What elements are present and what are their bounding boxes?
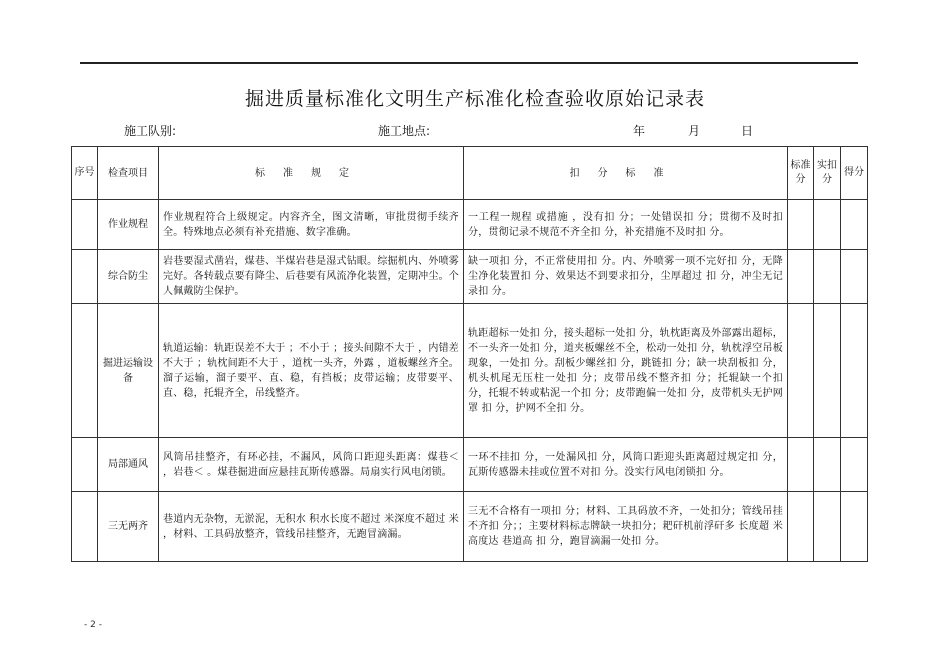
row-deduction: 缺一项扣 分，不正常使用扣 分。内、外喷雾一项不完好扣 分，无降尘净化装置扣 分、效果达不到要求扣分，尘厚超过 扣 分，冲尘无记录扣 分。 xyxy=(464,250,788,304)
table-row xyxy=(72,200,868,250)
row-score[interactable] xyxy=(841,200,868,250)
row-standard: 轨道运输：轨距误差不大于 ；不小于 ；接头间隙不大于 ，内错差不大于 ；轨枕间距不大于 ，道枕一头齐，外露 ，道板螺丝齐全。溜子运输，溜子要平、直、稳，有挡板；皮带运输；皮带要平、直、稳，托辊齐全，吊线整齐。 xyxy=(159,304,464,438)
row-actual-deduction[interactable] xyxy=(814,304,841,438)
team-label: 施工队别: xyxy=(124,124,177,138)
header-standard xyxy=(159,147,464,200)
header-deduction-label: 扣分标准 xyxy=(569,167,682,179)
row-score[interactable] xyxy=(841,438,868,492)
top-rule xyxy=(80,62,858,64)
row-actual-deduction[interactable] xyxy=(814,200,841,250)
row-score[interactable] xyxy=(841,304,868,438)
table-row xyxy=(72,492,868,562)
row-item: 三无两齐 xyxy=(98,492,159,562)
month-label: 月 xyxy=(688,124,701,138)
row-item: 综合防尘 xyxy=(98,250,159,304)
row-deduction: 轨距超标一处扣 分，接头超标一处扣 分，轨枕距离及外部露出超标，不一头齐一处扣 分，道夹板螺丝不全，松动一处扣 分，轨枕浮空吊板现象，一处扣 分。刮板少螺丝扣 分，跳链扣 分；缺一块刮板扣 分，机头机尾无压柱一处扣 分；皮带吊线不整齐扣 分；托辊缺一个扣 分，托辊不转或粘泥一个扣 分；皮带跑偏一处扣 分，皮带机头无护网 罩 扣 分，护网不全扣 分。 xyxy=(464,304,788,438)
row-std-score[interactable] xyxy=(788,250,814,304)
year-label: 年 xyxy=(633,124,646,138)
row-deduction: 一环不挂扣 分，一处漏风扣 分，风筒口距迎头距离超过规定扣 分，瓦斯传感器未挂或位置不对扣 分。没实行风电闭锁扣 分。 xyxy=(464,438,788,492)
row-deduction: 一工程一规程 或措施 ，没有扣 分；一处错误扣 分；贯彻不及时扣 分，贯彻记录不规范不齐全扣 分，补充措施不及时扣 分。 xyxy=(464,200,788,250)
row-score[interactable] xyxy=(841,492,868,562)
table-row xyxy=(72,438,868,492)
header-score: 得分 xyxy=(841,147,868,200)
row-std-score[interactable] xyxy=(788,492,814,562)
row-actual-deduction[interactable] xyxy=(814,250,841,304)
header-seq: 序号 xyxy=(72,147,98,200)
row-score[interactable] xyxy=(841,250,868,304)
row-seq xyxy=(72,304,98,438)
row-standard: 巷道内无杂物，无淤泥，无积水 积水长度不超过 米深度不超过 米 ，材料、工具码放整齐，管线吊挂整齐，无跑冒滴漏。 xyxy=(159,492,464,562)
site-label: 施工地点: xyxy=(378,124,431,138)
row-std-score[interactable] xyxy=(788,438,814,492)
header-deduction xyxy=(464,147,788,200)
row-standard: 作业规程符合上级规定。内容齐全，图文清晰，审批贯彻手续齐全。特殊地点必须有补充措施、数字准确。 xyxy=(159,200,464,250)
row-std-score[interactable] xyxy=(788,200,814,250)
row-seq xyxy=(72,492,98,562)
record-table xyxy=(71,146,868,562)
day-label: 日 xyxy=(741,124,754,138)
row-actual-deduction[interactable] xyxy=(814,492,841,562)
row-standard: 风筒吊挂整齐，有环必挂，不漏风，风筒口距迎头距离：煤巷＜ ，岩巷＜ 。煤巷掘进面应悬挂瓦斯传感器。局扇实行风电闭锁。 xyxy=(159,438,464,492)
row-item: 局部通风 xyxy=(98,438,159,492)
header-actual-deduction: 实扣分 xyxy=(814,147,841,200)
row-seq xyxy=(72,438,98,492)
header-row xyxy=(72,147,868,200)
row-std-score[interactable] xyxy=(788,304,814,438)
row-item: 掘进运输设备 xyxy=(98,304,159,438)
header-standard-label: 标准规定 xyxy=(255,167,367,179)
row-standard: 岩巷要湿式凿岩，煤巷、半煤岩巷是湿式钻眼。综掘机内、外喷雾完好。各转载点要有降尘、后巷要有风流净化装置，定期冲尘。个人佩戴防尘保护。 xyxy=(159,250,464,304)
table-row xyxy=(72,304,868,438)
header-std-score: 标准分 xyxy=(788,147,814,200)
row-seq xyxy=(72,200,98,250)
row-seq xyxy=(72,250,98,304)
row-actual-deduction[interactable] xyxy=(814,438,841,492)
table-row xyxy=(72,250,868,304)
row-deduction: 三无不合格有一项扣 分；材料、工具码放不齐，一处扣分；管线吊挂不齐扣 分；；主要材料标志牌缺一块扣分；耙矸机前浮矸多 长度超 米高度达 巷道高 扣 分，跑冒滴漏一处扣 分。 xyxy=(464,492,788,562)
page-number: - 2 - xyxy=(84,620,102,630)
page-title: 掘进质量标准化文明生产标准化检查验收原始记录表 xyxy=(244,88,705,110)
row-item: 作业规程 xyxy=(98,200,159,250)
header-item: 检查项目 xyxy=(98,147,159,200)
